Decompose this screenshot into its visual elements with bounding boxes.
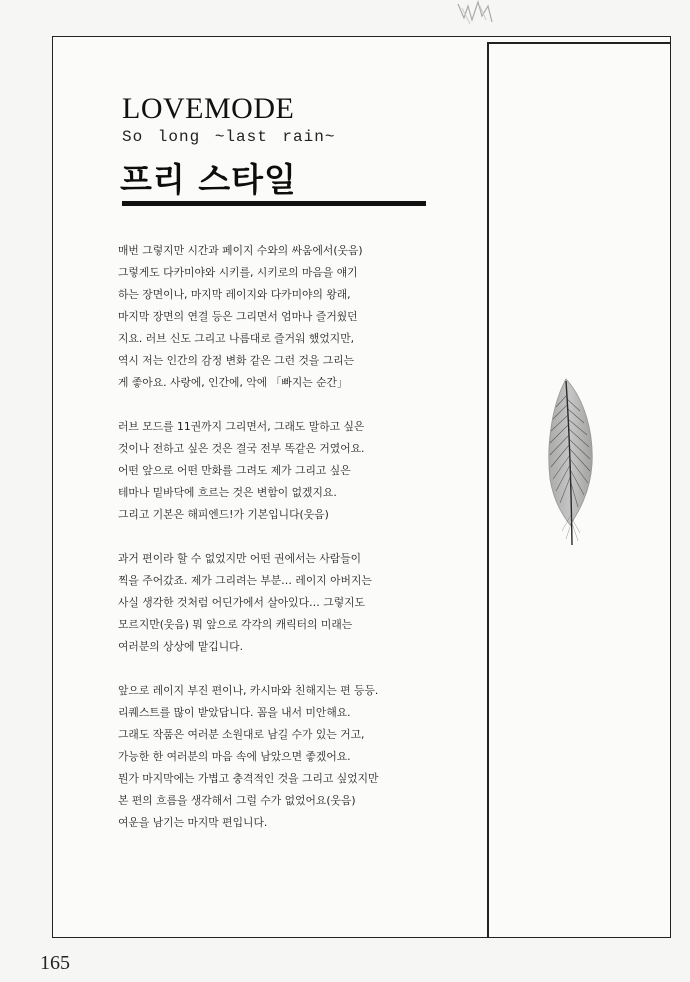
text-line: 게 좋아요. 사랑에, 인간에, 악에 「빠지는 순간」 (118, 376, 348, 389)
heading-underline (122, 201, 426, 206)
page-number: 165 (40, 952, 70, 974)
text-line: 그렇게도 다카미야와 시키를, 시키로의 마음을 얘기 (118, 266, 358, 279)
section-heading: 프리 스타일 (120, 160, 297, 199)
paragraph-1 (118, 240, 478, 394)
text-line: 가능한 한 여러분의 마음 속에 남았으면 좋겠어요. (118, 750, 351, 763)
text-line: 뭔가 마지막에는 가볍고 충격적인 것을 그리고 싶었지만 (118, 772, 379, 785)
text-line: 어떤 앞으로 어떤 만화를 그려도 제가 그리고 싶은 (118, 464, 351, 477)
text-line: 여러분의 상상에 맡깁니다. (118, 640, 244, 653)
corner-smudge (452, 0, 500, 26)
column-divider (487, 44, 489, 937)
text-line: 그래도 작품은 여러분 소원대로 남길 수가 있는 거고, (118, 728, 365, 741)
text-line: 테마나 밑바닥에 흐르는 것은 변함이 없겠지요. (118, 486, 337, 499)
top-rule (487, 42, 671, 44)
text-line: 역시 저는 인간의 감정 변화 같은 그런 것을 그리는 (118, 354, 355, 367)
page-title: LOVEMODE (122, 92, 295, 125)
page-subtitle: So long ~last rain~ (122, 128, 336, 146)
text-line: 앞으로 레이지 부진 편이나, 카시마와 친해지는 편 등등. (118, 684, 379, 697)
text-line: 러브 모드를 11권까지 그리면서, 그래도 말하고 싶은 (118, 420, 365, 433)
text-line: 찍을 주어갔죠. 제가 그리려는 부분… 레이지 아버지는 (118, 574, 372, 587)
feather-icon (536, 375, 608, 547)
text-line: 여운을 남기는 마지막 편입니다. (118, 816, 268, 829)
paragraph-3 (118, 548, 478, 658)
text-line: 마지막 장면의 연결 등은 그리면서 엄마나 즐거웠던 (118, 310, 358, 323)
text-line: 리퀘스트를 많이 받았답니다. 꼼을 내서 미안해요. (118, 706, 351, 719)
text-line: 과거 편이라 할 수 없었지만 어떤 권에서는 사람들이 (118, 552, 362, 565)
text-line: 본 편의 흐름을 생각해서 그럴 수가 없었어요(웃음) (118, 794, 356, 807)
text-line: 그리고 기본은 해피엔드!가 기본입니다(웃음) (118, 508, 329, 521)
text-line: 매번 그렇지만 시간과 페이지 수와의 싸움에서(웃음) (118, 244, 363, 257)
paragraph-2 (118, 416, 478, 526)
text-line: 것이나 전하고 싶은 것은 결국 전부 똑같은 거였어요. (118, 442, 365, 455)
text-line: 하는 장면이나, 마지막 레이지와 다카미야의 왕래, (118, 288, 351, 301)
text-line: 지요. 러브 신도 그리고 나름대로 즐거워 했었지만, (118, 332, 355, 345)
body-text (118, 240, 478, 856)
paragraph-4 (118, 680, 478, 834)
text-line: 사실 생각한 것처럼 어딘가에서 살아있다… 그렇지도 (118, 596, 365, 609)
text-line: 모르지만(웃음) 뭐 앞으로 각각의 캐릭터의 미래는 (118, 618, 353, 631)
